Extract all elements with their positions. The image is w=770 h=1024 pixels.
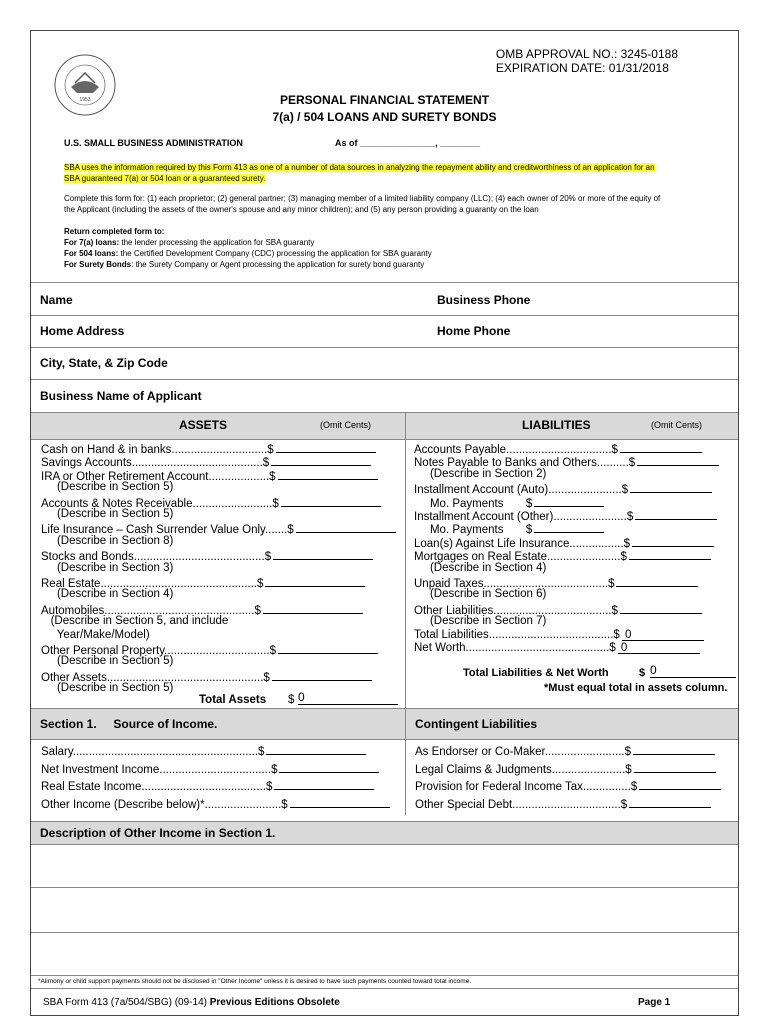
return-surety-text: : the Surety Company or Agent processing the application for surety bond guaranty [131,260,425,269]
liability-label: Loan(s) Against Life Insurance.................$ [414,537,631,550]
return-instructions [64,226,714,270]
obsolete-note: Previous Editions Obsolete [206,997,340,1008]
asset-label: Accounts & Notes Receivable.........................$ [41,497,279,510]
return-surety-label: For Surety Bonds [64,260,132,269]
asset-amount-input[interactable] [263,602,363,614]
total-assets-value[interactable]: 0 [298,690,398,705]
form-subtitle: 7(a) / 504 LOANS AND SURETY BONDS [272,110,497,124]
liability-label: Mortgages on Real Estate.......................$ [414,551,627,564]
contingent-row [415,761,716,777]
contingent-row [415,743,715,759]
income-label: Net Investment Income...................................$ [41,763,278,776]
liability-label: (Describe in Section 6) [414,588,547,601]
contingent-amount-input[interactable] [639,778,721,790]
total-assets-label: Total Assets [199,694,267,706]
contingent-title: Contingent Liabilities [415,717,537,731]
asset-amount-input[interactable] [281,495,381,507]
svg-text:1953: 1953 [79,97,91,103]
form-number [43,997,340,1008]
liability-amount-input[interactable] [534,495,604,507]
asset-label: (Describe in Section 8) [41,534,174,547]
liability-label: Unpaid Taxes.......................................$ [414,578,615,590]
contingent-amount-input[interactable] [634,761,716,773]
contingent-label: Legal Claims & Judgments.......................$ [415,763,632,776]
asset-label: (Describe in Section 5) [41,655,174,668]
asset-row [41,535,173,548]
liability-row [414,629,704,642]
form-title: PERSONAL FINANCIAL STATEMENT [279,93,490,107]
assets-header: ASSETS [179,418,228,432]
asset-label: (Describe in Section 5) [41,682,174,695]
liabilities-header: LIABILITIES [522,418,591,432]
asset-row [41,682,173,695]
return-504-text: the Certified Development Company (CDC) processing the application for SBA guaranty [118,249,432,258]
income-amount-input[interactable] [274,778,374,790]
tlnw-label: Total Liabilities & Net Worth [463,667,609,679]
total-assets-dollar: $ [288,694,295,706]
return-7a-label: For 7(a) loans: [64,238,120,247]
asset-amount-input[interactable] [296,521,396,533]
contingent-row [415,778,721,794]
name-field[interactable]: Name [40,293,73,307]
liabilities-omit-cents: (Omit Cents) [651,420,703,430]
liability-row [414,615,546,628]
page-number: Page 1 [638,997,671,1008]
liability-row [414,562,546,575]
liability-row [414,468,546,481]
asset-label: Cash on Hand & in banks..............................$ [41,444,274,456]
contingent-amount-input[interactable] [633,743,715,755]
asset-amount-input[interactable] [265,575,365,587]
asset-row [41,629,150,642]
liability-amount-input[interactable] [534,521,604,533]
liability-amount-input[interactable] [630,481,712,493]
asset-amount-input[interactable] [278,468,378,480]
asset-label: (Describe in Section 5, and include [41,615,229,628]
liability-amount-input[interactable] [620,602,702,614]
description-line-1[interactable] [31,844,738,887]
liability-label: Installment Account (Auto).......................$ [414,484,629,497]
liability-label: (Describe in Section 2) [414,467,547,480]
contingent-amount-input[interactable] [629,796,711,808]
liability-label: Net Worth.............................................$ [414,642,616,654]
complete-line-2: the Applicant (including the assets of the owner's spouse and any minor children); and (5) any person providing a guaranty on the loan [64,205,539,214]
asset-label: (Describe in Section 5) [41,508,174,520]
income-row [41,778,374,794]
liability-amount-input[interactable] [637,454,719,466]
description-line-2[interactable] [31,888,738,932]
income-row [41,743,366,759]
income-row [41,796,390,812]
description-line-3[interactable] [31,933,738,975]
liability-label: Other Liabilities.....................................$ [414,604,618,617]
sba-seal-logo [53,53,117,117]
business-phone-field[interactable]: Business Phone [437,293,531,307]
liability-amount-input[interactable] [616,575,698,587]
income-label: Real Estate Income.......................................$ [41,781,273,793]
income-label: Salary..........................................................$ [41,746,265,758]
asset-row [41,562,173,575]
form-page [30,30,739,1016]
liability-label: Total Liabilities.......................................$ [414,628,620,641]
income-amount-input[interactable] [290,796,390,808]
asset-label: Other Personal Property.................................$ [41,645,276,657]
contingent-row [415,796,711,812]
asset-label: (Describe in Section 4) [41,588,174,601]
asset-label: (Describe in Section 3) [41,561,174,574]
contingent-label: As Endorser or Co-Maker.........................$ [415,746,632,758]
assets-omit-cents: (Omit Cents) [320,420,372,430]
liability-amount-input[interactable] [635,508,717,520]
description-title: Description of Other Income in Section 1. [40,826,276,840]
home-address-field[interactable]: Home Address [40,324,125,338]
asset-label: Real Estate.................................................$ [41,578,264,590]
asset-amount-input[interactable] [278,642,378,654]
notice-highlight-1: SBA uses the information required by this Form 413 as one of a number of data sources in analyzing the repayment ability and creditworthiness of an application for an [64,163,655,172]
footnote: *Alimony or child support payments should not be disclosed in "Other Income" unless it is desired to have such payments counted toward total income. [38,978,472,985]
contingent-label: Other Special Debt..................................$ [415,798,628,811]
expiration-date: EXPIRATION DATE: 01/31/2018 [495,61,669,75]
as-of-date-field[interactable]: As of _______________, ________ [335,138,481,148]
asset-row [41,588,173,601]
return-heading: Return completed form to: [64,227,165,236]
asset-label: Life Insurance – Cash Surrender Value Only.......$ [41,524,294,537]
liability-amount-input[interactable]: 0 [618,642,700,654]
liability-label: (Describe in Section 4) [414,561,547,574]
income-amount-input[interactable] [279,761,379,773]
liability-label: Installment Account (Other).......................$ [414,511,634,523]
section1-title: Section 1. Source of Income. [40,717,218,731]
liability-amount-input[interactable] [629,548,711,560]
income-row [41,761,379,777]
complete-instructions [64,193,714,215]
omb-approval: OMB APPROVAL NO.: 3245-0188 [495,47,678,61]
tlnw-dollar: $ [639,667,646,679]
asset-label: Savings Accounts.........................................$ [41,457,270,470]
asset-row [41,481,173,494]
return-7a-text: the lender processing the application for SBA guaranty [119,238,315,247]
liability-label: Mo. Payments $ [414,497,533,510]
income-label: Other Income (Describe below)*........................$ [41,798,288,811]
asset-label: IRA or Other Retirement Account...................$ [41,470,276,483]
asset-amount-input[interactable] [271,454,371,466]
return-504-label: For 504 loans: [64,249,119,258]
omb-block [496,47,678,75]
asset-label: Stocks and Bonds.........................................$ [41,551,272,564]
liability-row [414,588,546,601]
business-name-field[interactable]: Business Name of Applicant [40,389,202,403]
asset-amount-input[interactable] [272,669,372,681]
asset-label: Automobiles...............................................$ [41,604,261,617]
agency-name: U.S. SMALL BUSINESS ADMINISTRATION [64,138,243,148]
asset-amount-input[interactable] [273,548,373,560]
liability-label: (Describe in Section 7) [414,615,547,628]
liability-label: Mo. Payments $ [414,524,533,537]
asset-label: (Describe in Section 5) [41,481,174,494]
form-id: SBA Form 413 (7a/504/SBG) (09-14) [43,997,207,1008]
asset-label: Other Assets.................................................$ [41,671,270,684]
contingent-label: Provision for Federal Income Tax...............$ [415,781,638,793]
income-amount-input[interactable] [266,743,366,755]
complete-line-1: Complete this form for: (1) each proprietor; (2) general partner; (3) managing member of a limited liability company (LLC); (4) each owner of 20% or more of the equity of [64,194,661,203]
liability-amount-input[interactable]: 0 [622,629,704,641]
tlnw-value[interactable]: 0 [650,663,736,678]
notice-highlight-2: SBA guaranteed 7(a) or 504 loan or a guaranteed surety. [64,174,266,183]
asset-row [41,508,173,521]
liability-amount-input[interactable] [620,441,702,453]
asset-row [41,655,173,668]
home-phone-field[interactable]: Home Phone [437,324,511,338]
liability-row [414,642,700,655]
notice-text [64,162,714,184]
asset-amount-input[interactable] [276,441,376,453]
liability-label: Notes Payable to Banks and Others..........$ [414,457,636,470]
asset-label: Year/Make/Model) [41,628,150,641]
asset-row [41,615,228,628]
city-state-zip-field[interactable]: City, State, & Zip Code [40,356,168,370]
liability-amount-input[interactable] [632,535,714,547]
must-equal-note: *Must equal total in assets column. [544,682,728,694]
liability-label: Accounts Payable.................................$ [414,444,618,456]
